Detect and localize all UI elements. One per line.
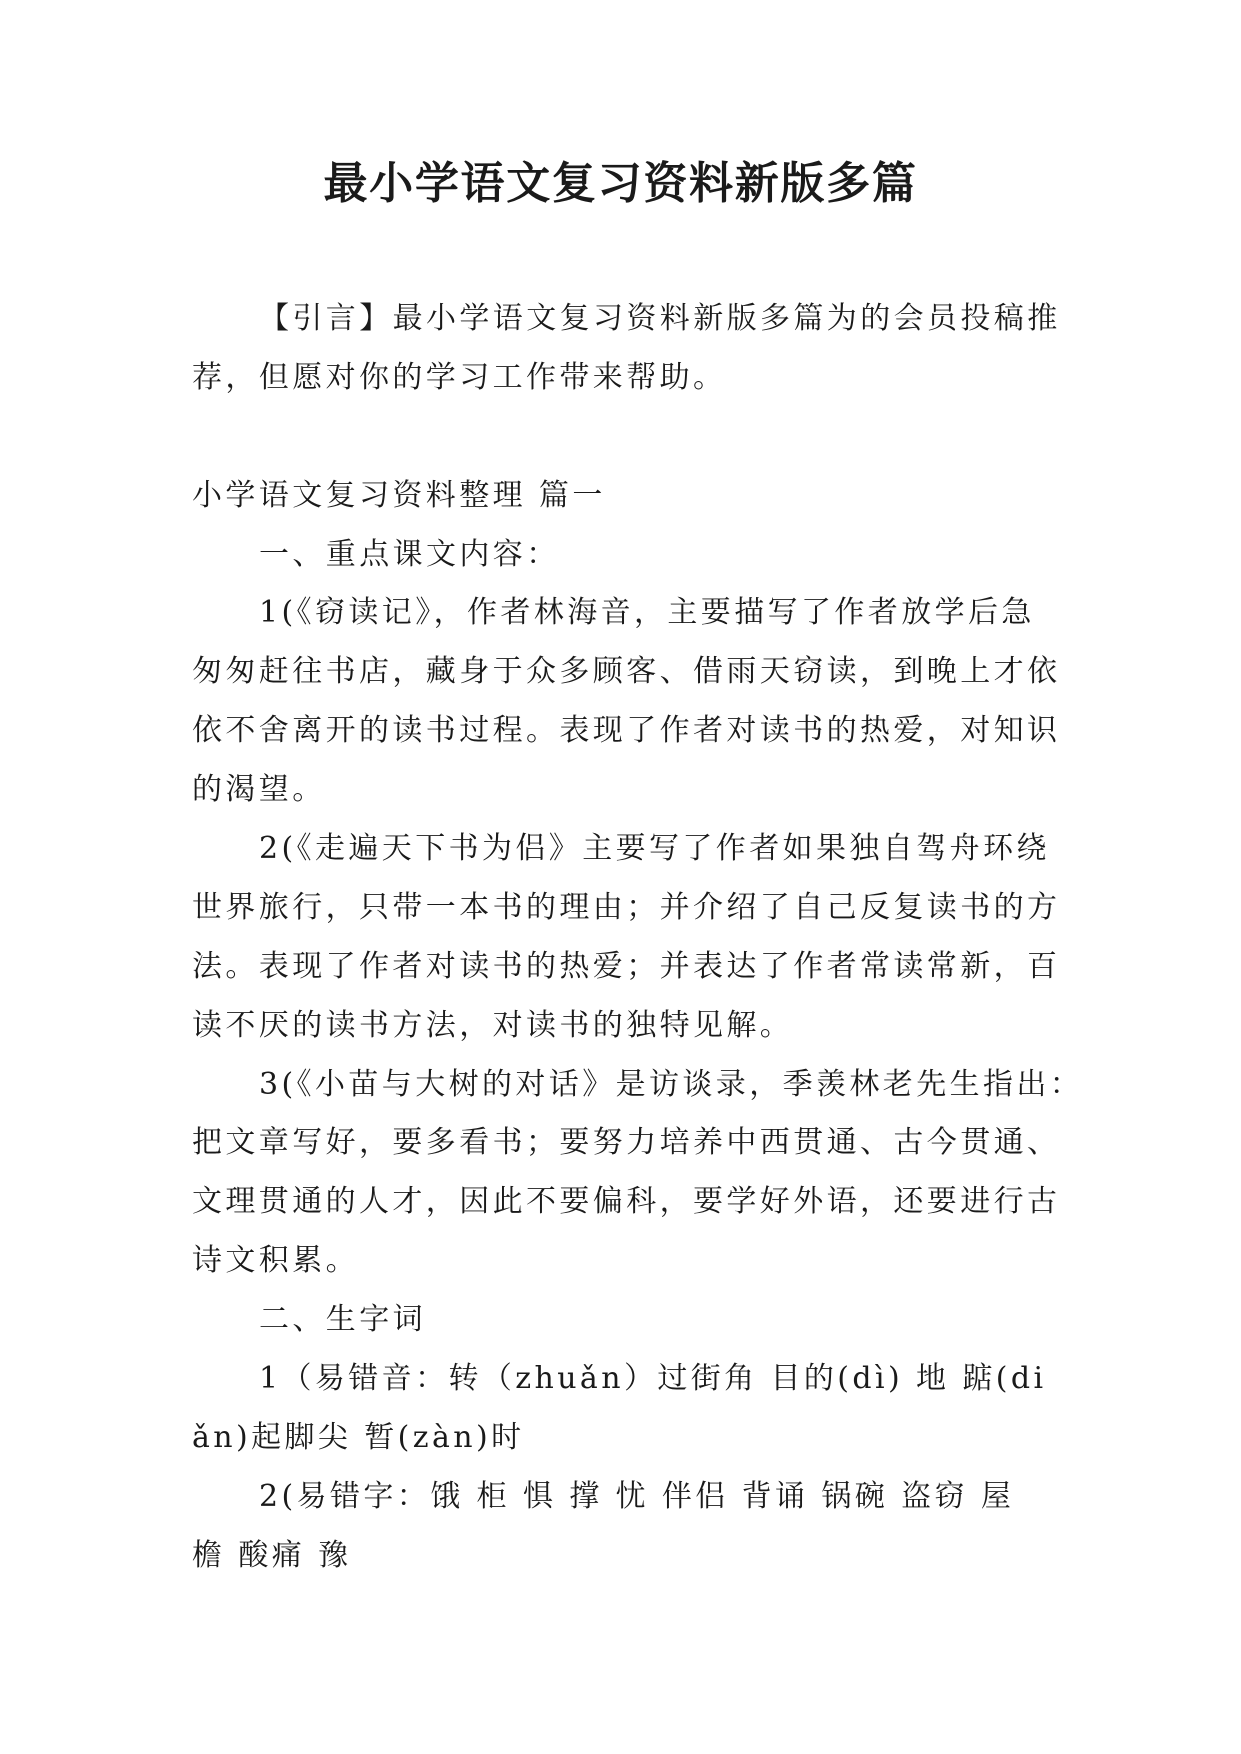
intro-paragraph bbox=[192, 290, 1192, 408]
section-heading: 小学语文复习资料整理 篇一 bbox=[192, 477, 606, 513]
text-line: 依不舍离开的读书过程。表现了作者对读书的热爱，对知识 bbox=[192, 713, 1061, 749]
blank-line bbox=[192, 408, 1192, 467]
text-line: 荐，但愿对你的学习工作带来帮助。 bbox=[192, 359, 727, 395]
paragraph bbox=[192, 584, 1192, 820]
text-line: 把文章写好，要多看书；要努力培养中西贯通、古今贯通、 bbox=[192, 1125, 1061, 1161]
text-line: 世界旅行，只带一本书的理由；并介绍了自己反复读书的方 bbox=[192, 889, 1061, 925]
text-line: 2(《走遍天下书为侣》主要写了作者如果独自驾舟环绕 bbox=[259, 831, 1050, 867]
text-line: 1(《窃读记》，作者林海音，主要描写了作者放学后急 bbox=[259, 595, 1035, 631]
text-line: 3(《小苗与大树的对话》是访谈录，季羡林老先生指出： bbox=[259, 1066, 1084, 1102]
text-line: 法。表现了作者对读书的热爱；并表达了作者常读常新，百 bbox=[192, 948, 1061, 984]
document-body bbox=[192, 290, 1192, 1586]
text-line: 2(易错字：饿 柜 惧 撑 忧 伴侣 背诵 锅碗 盗窃 屋 bbox=[259, 1478, 1015, 1514]
subheading: 一、重点课文内容： bbox=[259, 536, 560, 572]
text-line: 匆匆赶往书店，藏身于众多顾客、借雨天窃读，到晚上才依 bbox=[192, 654, 1061, 690]
subheading: 二、生字词 bbox=[259, 1302, 426, 1338]
text-line: 【引言】最小学语文复习资料新版多篇为的会员投稿推 bbox=[259, 301, 1061, 336]
text-line: 读不厌的读书方法，对读书的独特见解。 bbox=[192, 1007, 794, 1043]
text-line: 文理贯通的人才，因此不要偏科，要学好外语，还要进行古 bbox=[192, 1184, 1061, 1220]
text-line: 的渴望。 bbox=[192, 772, 326, 808]
text-line: 檐 酸痛 豫 bbox=[192, 1537, 352, 1573]
paragraph bbox=[192, 1468, 1192, 1586]
paragraph bbox=[192, 526, 1192, 585]
text-line: ǎn)起脚尖 暂(zàn)时 bbox=[192, 1419, 525, 1455]
paragraph bbox=[192, 1056, 1192, 1292]
document-title: 最小学语文复习资料新版多篇 bbox=[323, 158, 918, 209]
paragraph bbox=[192, 1291, 1192, 1350]
text-line: 1（易错音：转（zhuǎn）过街角 目的(dì) 地 踮(di bbox=[259, 1361, 1047, 1397]
paragraph bbox=[192, 820, 1192, 1056]
text-line: 诗文积累。 bbox=[192, 1243, 359, 1279]
paragraph bbox=[192, 1350, 1192, 1468]
